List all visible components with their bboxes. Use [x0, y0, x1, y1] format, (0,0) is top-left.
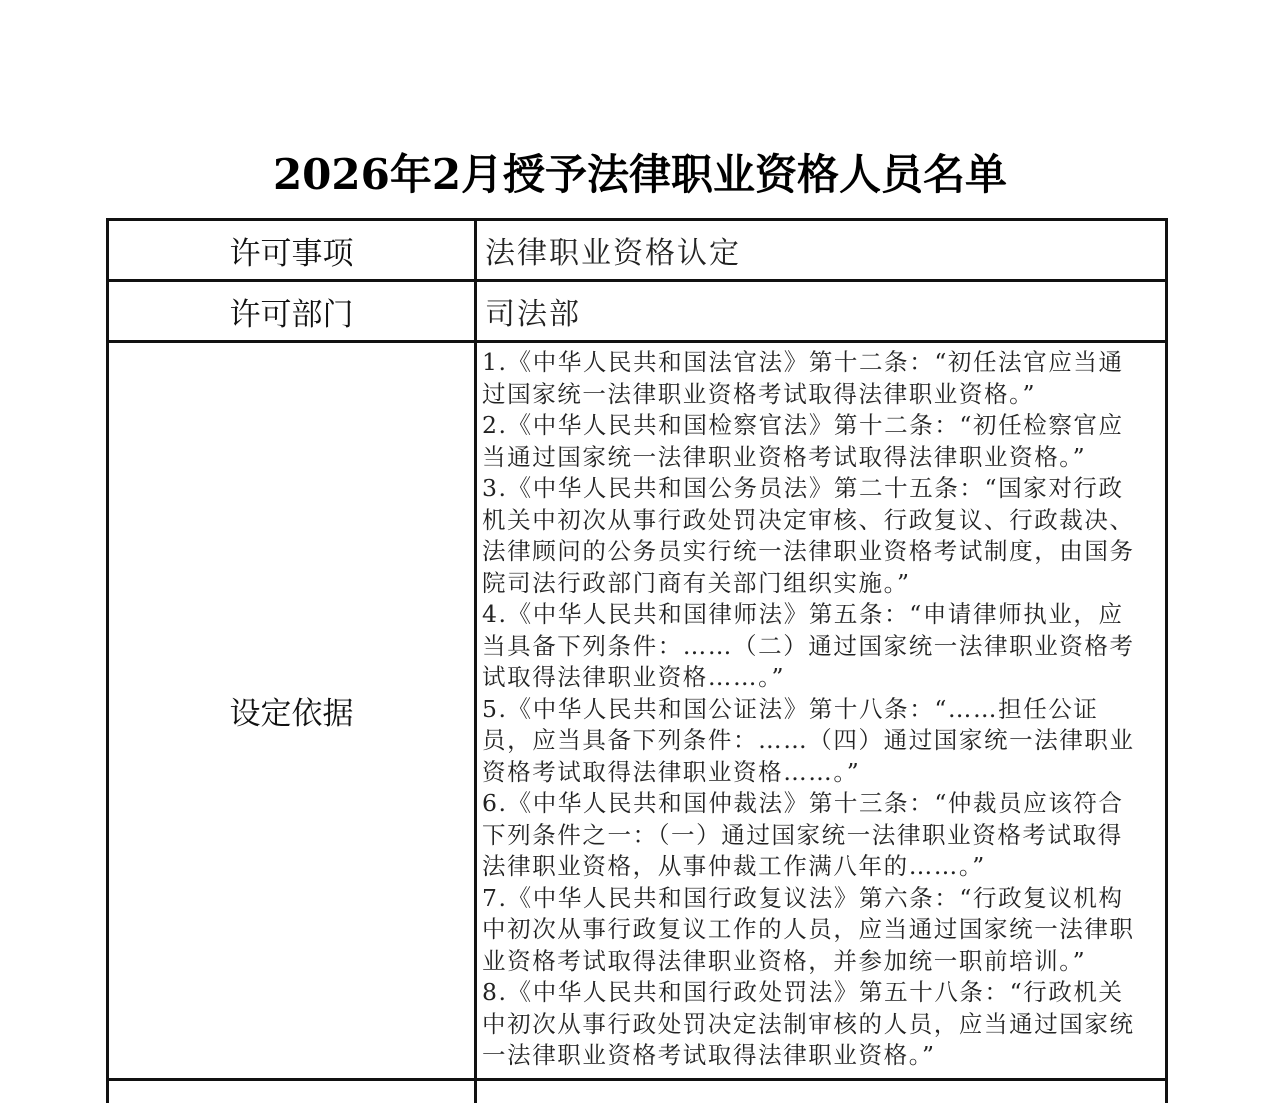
basis-line: 院司法行政部门商有关部门组织实施。”: [482, 568, 911, 597]
table-row-legal-basis: [108, 342, 1167, 1080]
basis-line: 当具备下列条件：……（二）通过国家统一法律职业资格考: [482, 631, 1135, 660]
document-title: 2026年2月授予法律职业资格人员名单: [272, 150, 1008, 199]
basis-line: 资格考试取得法律职业资格……。”: [482, 757, 861, 786]
basis-line: 过国家统一法律职业资格考试取得法律职业资格。”: [482, 379, 1037, 408]
basis-line: 1.《中华人民共和国法官法》第十二条：“初任法官应当通: [482, 348, 1124, 376]
table-row-partial: [108, 1079, 1167, 1103]
table-row-license-item: [108, 220, 1167, 281]
legal-basis-text: [476, 342, 1167, 1080]
basis-line: 当通过国家统一法律职业资格考试取得法律职业资格。”: [482, 442, 1087, 471]
basis-line: 7.《中华人民共和国行政复议法》第六条：“行政复议机构: [482, 883, 1124, 912]
row-value: 法律职业资格认定: [476, 220, 1167, 281]
license-info-table: [106, 218, 1168, 1103]
basis-line: 员，应当具备下列条件：……（四）通过国家统一法律职业: [482, 726, 1135, 754]
basis-line: 6.《中华人民共和国仲裁法》第十三条：“仲裁员应该符合: [482, 789, 1124, 817]
row-label: 许可事项: [108, 220, 476, 281]
empty-cell: [476, 1079, 1167, 1103]
basis-line: 8.《中华人民共和国行政处罚法》第五十八条：“行政机关: [482, 978, 1124, 1006]
row-label: 设定依据: [108, 342, 476, 1080]
basis-line: 机关中初次从事行政处罚决定审核、行政复议、行政裁决、: [482, 505, 1135, 534]
basis-line: 一法律职业资格考试取得法律职业资格。”: [482, 1041, 936, 1069]
basis-line: 2.《中华人民共和国检察官法》第十二条：“初任检察官应: [482, 411, 1124, 439]
basis-line: 法律顾问的公务员实行统一法律职业资格考试制度，由国务: [482, 537, 1135, 565]
basis-line: 4.《中华人民共和国律师法》第五条：“申请律师执业，应: [482, 600, 1124, 628]
row-label: 许可部门: [108, 281, 476, 342]
row-value: 司法部: [476, 281, 1167, 342]
basis-line: 试取得法律职业资格……。”: [482, 663, 786, 691]
basis-line: 5.《中华人民共和国公证法》第十八条：“……担任公证: [482, 694, 1099, 723]
table-row-license-department: [108, 281, 1167, 342]
basis-line: 业资格考试取得法律职业资格，并参加统一职前培训。”: [482, 946, 1087, 975]
basis-line: 中初次从事行政处罚决定法制审核的人员，应当通过国家统: [482, 1009, 1135, 1038]
basis-line: 下列条件之一：（一）通过国家统一法律职业资格考试取得: [482, 820, 1123, 849]
empty-cell: [108, 1079, 476, 1103]
basis-line: 3.《中华人民共和国公务员法》第二十五条：“国家对行政: [482, 474, 1124, 502]
basis-line: 法律职业资格，从事仲裁工作满八年的……。”: [482, 852, 986, 880]
basis-line: 中初次从事行政复议工作的人员，应当通过国家统一法律职: [482, 915, 1135, 943]
